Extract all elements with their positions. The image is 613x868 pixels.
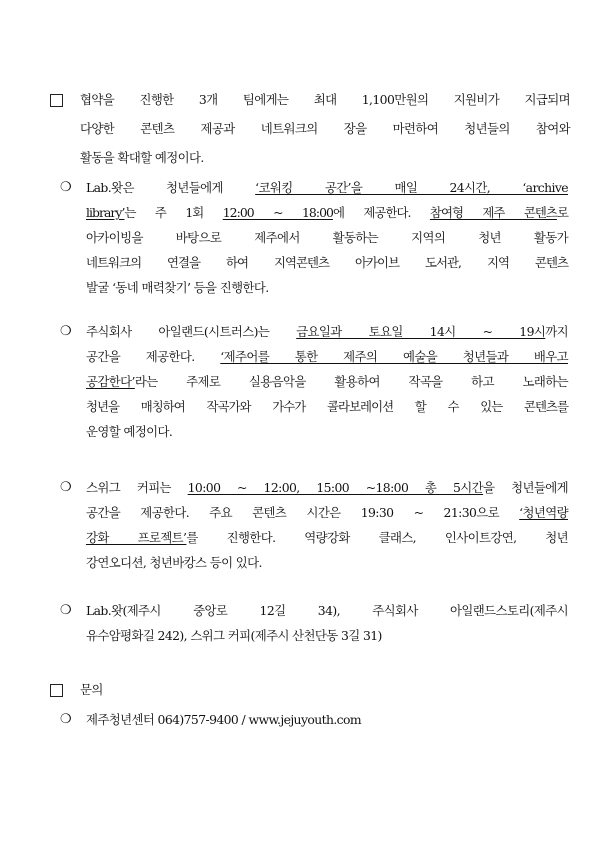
square-bullet-icon [50, 684, 63, 697]
lab-wat-line-1: Lab.왓은 청년들에게 ‘코워킹 공간’을 매일 24시간, ‘archive [86, 180, 568, 195]
swig-line-3: 강화 프로젝트’를 진행한다. 역량강화 클래스, 인사이트강연, 청년 [86, 530, 568, 545]
island-line-5: 운영할 예정이다. [86, 424, 173, 439]
square-bullet-icon [50, 94, 63, 107]
agreement-line-1: 협약을 진행한 3개 팀에게는 최대 1,100만원의 지원비가 지급되며 [80, 92, 570, 107]
inquiry-contact: 제주청년센터 064)757-9400 / www.jejuyouth.com [86, 712, 362, 727]
agreement-line-3: 활동을 확대할 예정이다. [80, 150, 204, 165]
circle-bullet-icon: ❍ [60, 480, 72, 495]
swig-line-2: 공간을 제공한다. 주요 콘텐츠 시간은 19:30 ~ 21:30으로 ‘청년역량 [86, 505, 568, 520]
circle-bullet-icon: ❍ [60, 603, 72, 618]
lab-wat-line-5: 발굴 ‘동네 매력찾기’ 등을 진행한다. [86, 280, 269, 295]
island-line-2: 공간을 제공한다. ‘제주어를 통한 제주의 예술을 청년들과 배우고 [86, 349, 568, 364]
agreement-line-2: 다양한 콘텐츠 제공과 네트워크의 장을 마련하여 청년들의 참여와 [80, 121, 570, 136]
circle-bullet-icon: ❍ [60, 712, 72, 727]
island-line-3: 공감한다’라는 주제로 실용음악을 활용하여 작곡을 하고 노래하는 [86, 374, 568, 389]
swig-line-4: 강연오디션, 청년바캉스 등이 있다. [86, 555, 262, 570]
inquiry-title: 문의 [80, 682, 103, 697]
lab-wat-line-4: 네트워크의 연결을 하여 지역콘텐츠 아카이브 도서관, 지역 콘텐츠 [86, 255, 568, 270]
addresses-line-1: Lab.왓(제주시 중앙로 12길 34), 주식회사 아일랜드스토리(제주시 [86, 603, 568, 618]
lab-wat-line-3: 아카이빙을 바탕으로 제주에서 활동하는 지역의 청년 활동가 [86, 230, 568, 245]
circle-bullet-icon: ❍ [60, 180, 72, 195]
lab-wat-line-2: library’는 주 1회 12:00 ~ 18:00에 제공한다. 참여형 제주 콘텐츠로 [86, 205, 568, 220]
circle-bullet-icon: ❍ [60, 324, 72, 339]
island-line-4: 청년을 매칭하여 작곡가와 가수가 콜라보레이션 할 수 있는 콘텐츠를 [86, 399, 568, 414]
addresses-line-2: 유수암평화길 242), 스위그 커피(제주시 산천단동 3길 31) [86, 628, 382, 643]
island-line-1: 주식회사 아일랜드(시트러스)는 금요일과 토요일 14시 ~ 19시까지 [86, 324, 568, 339]
swig-line-1: 스위그 커피는 10:00 ~ 12:00, 15:00 ~18:00 총 5시간을 청년들에게 [86, 480, 568, 495]
